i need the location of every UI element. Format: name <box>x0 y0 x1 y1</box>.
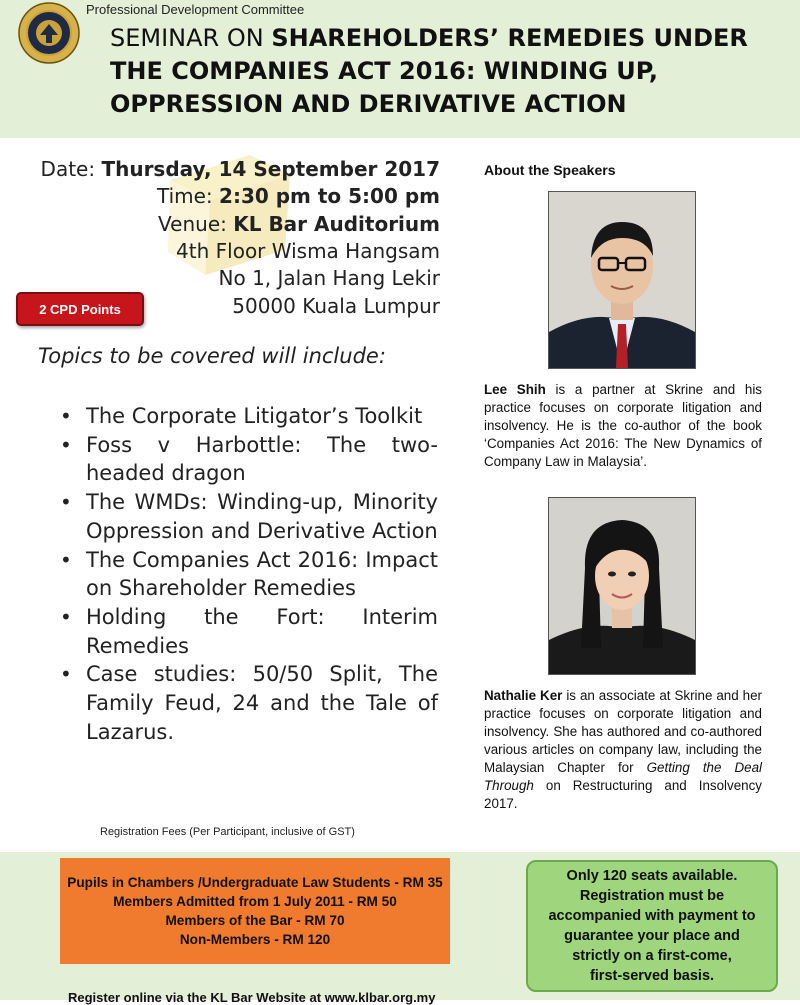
seats-line: accompanied with payment to <box>548 908 756 924</box>
seats-line: Registration must be <box>579 888 725 904</box>
speaker-bio-lee-shih <box>484 381 762 471</box>
date-value: Thursday, 14 September 2017 <box>101 157 440 181</box>
list-item: • The Corporate Litigator’s Toolkit <box>58 402 438 431</box>
title-prefix: SEMINAR ON <box>110 24 272 52</box>
seats-line: Only 120 seats available. <box>566 868 738 884</box>
venue-line <box>158 212 440 236</box>
date-line <box>41 157 440 181</box>
seats-line: first-served basis. <box>589 968 715 984</box>
list-item: • Foss v Harbottle: The two-headed dragon <box>58 431 438 488</box>
speaker-photo-nathalie-ker <box>548 497 696 675</box>
speaker-bio-text: is an associate at Skrine and her practice focuses on corporate litigation and insolvency. She has authored and co-authored various articles on company law, including the Malaysian Chapter for <box>484 688 762 775</box>
kl-bar-seal-icon <box>18 2 80 64</box>
fee-line: Members of the Bar - RM 70 <box>165 913 345 928</box>
list-item: • The WMDs: Winding-up, Minority Oppression and Derivative Action <box>58 488 438 545</box>
speaker-bio-nathalie-ker <box>484 687 762 813</box>
speaker-photo-lee-shih <box>548 191 696 369</box>
cpd-points-badge: 2 CPD Points <box>16 292 144 326</box>
speaker-name: Nathalie Ker <box>484 688 563 703</box>
registration-fees-box <box>60 858 450 964</box>
fee-line: Non-Members - RM 120 <box>179 932 331 947</box>
fees-heading: Registration Fees (Per Participant, inclusive of GST) <box>100 826 355 838</box>
speakers-heading: About the Speakers <box>484 162 616 178</box>
venue-label: Venue: <box>158 212 234 236</box>
address-line: 50000 Kuala Lumpur <box>232 294 440 318</box>
speaker-name: Lee Shih <box>484 382 546 397</box>
seats-line: strictly on a first-come, <box>572 948 732 964</box>
seats-line: guarantee your place and <box>564 928 740 944</box>
fee-line: Pupils in Chambers /Undergraduate Law Students - RM 35 <box>67 875 443 890</box>
page-title <box>110 22 790 121</box>
header-band <box>0 0 800 138</box>
date-label: Date: <box>40 157 102 181</box>
address-line: 4th Floor Wisma Hangsam <box>176 239 440 263</box>
time-label: Time: <box>156 184 220 208</box>
committee-name: Professional Development Committee <box>86 2 305 17</box>
list-item: • Holding the Fort: Interim Remedies <box>58 603 438 660</box>
topics-list <box>58 402 438 746</box>
speaker-bio-text: on Restructuring and Insolvency 2017. <box>484 778 762 811</box>
title-main: SHAREHOLDERS’ REMEDIES UNDER THE COMPANIES ACT 2016: WINDING UP, OPPRESSION AND DERIVATIVE ACTION <box>110 24 748 118</box>
time-line <box>157 184 440 208</box>
register-online-link[interactable]: Register online via the KL Bar Website at www.klbar.org.my <box>68 990 436 1005</box>
list-item: • The Companies Act 2016: Impact on Shareholder Remedies <box>58 546 438 603</box>
fee-line: Members Admitted from 1 July 2011 - RM 50 <box>113 894 397 909</box>
time-value: 2:30 pm to 5:00 pm <box>219 184 440 208</box>
topics-heading: Topics to be covered will include: <box>38 344 386 368</box>
address-line: No 1, Jalan Hang Lekir <box>218 266 440 290</box>
seats-notice-box <box>526 860 778 992</box>
venue-value: KL Bar Auditorium <box>233 212 440 236</box>
speaker-bio-text: is a partner at Skrine and his practice focuses on corporate litigation and insolvency. He is the co-author of the book ‘Companies Act 2016: The New Dynamics of Company Law in Malaysia’. <box>484 382 762 469</box>
list-item: • Case studies: 50/50 Split, The Family Feud, 24 and the Tale of Lazarus. <box>58 660 438 746</box>
publication-title: Getting the Deal Through <box>484 760 762 793</box>
